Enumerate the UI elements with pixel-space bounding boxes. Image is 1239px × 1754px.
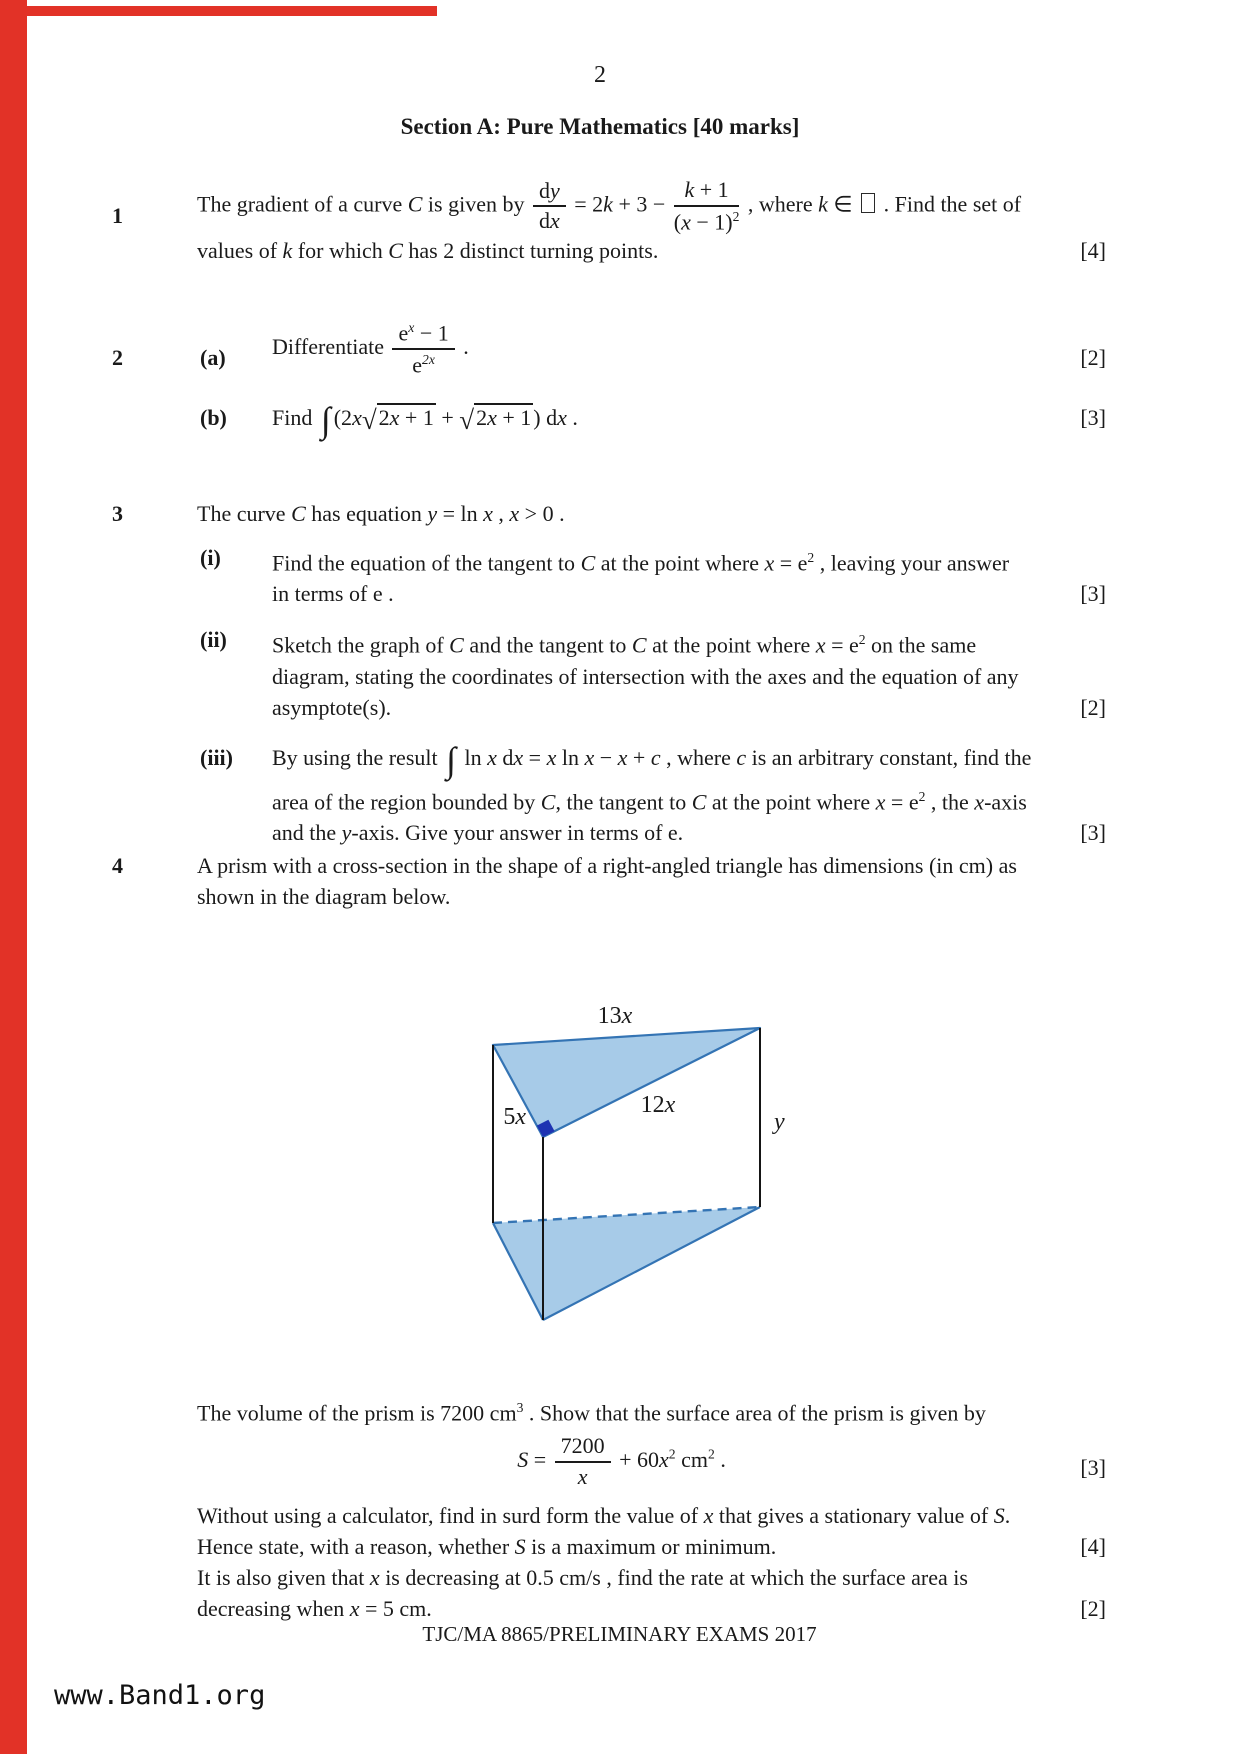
page-number: 2 bbox=[594, 62, 606, 88]
q4-rate-section bbox=[112, 1562, 1106, 1624]
q3-intro: The curve C has equation y = ln x , x > 0 . bbox=[197, 501, 565, 526]
q4-given-line-2-text: decreasing when x = 5 cm. bbox=[197, 1596, 432, 1621]
marks-badge: [2] bbox=[1080, 694, 1106, 720]
part-label: (ii) bbox=[200, 627, 227, 653]
part-label: (a) bbox=[200, 345, 226, 370]
question-1 bbox=[112, 178, 1106, 266]
q3ii-line-3 bbox=[272, 692, 1106, 723]
exam-footer: TJC/MA 8865/PRELIMINARY EXAMS 2017 bbox=[422, 1622, 817, 1646]
marks-badge: [3] bbox=[1080, 819, 1106, 845]
q4-volume-section bbox=[112, 1392, 1106, 1490]
marks-badge: [3] bbox=[1080, 1455, 1106, 1481]
q4-without-line-2 bbox=[197, 1531, 1106, 1562]
q3iii-line-2: area of the region bounded by C, the tangent to C at the point where $x = e^2$ , the x-axis bbox=[272, 788, 1027, 814]
q3ii-line-3-text: asymptote(s). bbox=[272, 694, 392, 720]
question-number: 3 bbox=[112, 501, 123, 526]
q1-line-2-text: values of k for which C has 2 distinct turning points. bbox=[197, 237, 659, 263]
dimension-label-12x: 12x bbox=[640, 1092, 676, 1118]
q4-given-line-2 bbox=[197, 1593, 1106, 1624]
q3ii-line-2: diagram, stating the coordinates of intersection with the axes and the equation of any bbox=[272, 663, 1019, 689]
part-label: (iii) bbox=[200, 744, 233, 770]
prism-diagram bbox=[430, 995, 830, 1347]
question-number: 2 bbox=[112, 345, 123, 370]
marks-badge: [4] bbox=[1080, 237, 1106, 263]
q3i-line-1: Find the equation of the tangent to C at the point where $x = e^2$ , leaving your answer bbox=[272, 550, 1010, 576]
marks-badge: [2] bbox=[1080, 1596, 1106, 1621]
red-margin-line-top bbox=[0, 6, 437, 16]
q3-part-iii bbox=[112, 739, 1106, 848]
q4-stationary-section bbox=[112, 1500, 1106, 1562]
q1-line-1: The gradient of a curve C is given by $\frac{dy}{dx}$ = 2k + 3 − $\frac{k + 1}{(x - 1)^2}$ , where k ∈ . Find the set of bbox=[197, 177, 1022, 234]
marks-badge: [2] bbox=[1080, 345, 1106, 370]
watermark-url: www.Band1.org bbox=[54, 1680, 266, 1711]
integral-sign: ∫ bbox=[320, 399, 331, 440]
reals-placeholder-box bbox=[861, 193, 875, 213]
formula-math: S = $\frac{7200}{x}$ + $60x^2$ $cm^2$ . bbox=[517, 1433, 726, 1489]
q2b-math: Find ∫ (2x√2x + 1 + √2x + 1) dx . bbox=[272, 399, 578, 440]
question-number: 1 bbox=[112, 203, 123, 228]
q3i-line-2-text: in terms of e . bbox=[272, 581, 394, 607]
marks-badge: [3] bbox=[1080, 581, 1106, 607]
q2-part-a bbox=[112, 320, 1106, 378]
q3iii-line-1: By using the result ∫ ln x dx = x ln x − x + c , where c is an arbitrary constant, find the bbox=[272, 739, 1032, 780]
q3iii-line-3 bbox=[272, 817, 1106, 848]
q4-line-1: A prism with a cross-section in the shape of a right-angled triangle has dimensions (in cm) as bbox=[197, 853, 1017, 878]
q4-line-2: shown in the diagram below. bbox=[197, 884, 451, 909]
q4-without-line-1: Without using a calculator, find in surd form the value of x that gives a stationary value of S. bbox=[197, 1503, 1011, 1528]
q3i-line-2 bbox=[272, 578, 1106, 609]
q2a-line-1 bbox=[272, 320, 1106, 378]
part-label: (b) bbox=[200, 404, 227, 430]
question-2 bbox=[112, 320, 1106, 440]
q4-volume-line: The volume of the prism is 7200 $cm^3$ . Show that the surface area of the prism is given by bbox=[197, 1400, 986, 1426]
part-label: (i) bbox=[200, 545, 221, 570]
integral-sign: ∫ bbox=[446, 739, 456, 780]
q3iii-line-3-text: and the y-axis. Give your answer in terms of e. bbox=[272, 819, 684, 845]
question-4 bbox=[112, 850, 1106, 912]
red-margin-line-left bbox=[0, 0, 27, 1754]
marks-badge: [4] bbox=[1080, 1534, 1106, 1559]
dimension-label-y: y bbox=[774, 1109, 785, 1135]
q4-given-line-1: It is also given that x is decreasing at 0.5 cm/s , find the rate at which the surface area is bbox=[197, 1565, 968, 1590]
section-title: Section A: Pure Mathematics [40 marks] bbox=[400, 114, 800, 139]
q2a-math: Differentiate $\frac{e^x - 1}{e^{2x}}$ . bbox=[272, 320, 469, 378]
q2-part-b bbox=[112, 399, 1106, 440]
marks-badge: [3] bbox=[1080, 404, 1106, 430]
q1-line-2 bbox=[197, 235, 1106, 266]
q3-part-ii bbox=[112, 624, 1106, 722]
prism-top-face bbox=[493, 1028, 760, 1137]
q3-part-i bbox=[112, 542, 1106, 609]
q4-surface-area-formula bbox=[197, 1434, 1106, 1489]
dimension-label-13x: 13x bbox=[597, 1003, 633, 1029]
q3ii-line-1: Sketch the graph of C and the tangent to C at the point where $x = e^2$ on the same bbox=[272, 632, 977, 658]
dimension-label-5x: 5x bbox=[503, 1104, 526, 1130]
question-3 bbox=[112, 498, 1106, 848]
question-number: 4 bbox=[112, 853, 123, 878]
q4-without-line-2-text: Hence state, with a reason, whether S is a maximum or minimum. bbox=[197, 1534, 777, 1559]
q2b-line-1 bbox=[272, 399, 1106, 440]
